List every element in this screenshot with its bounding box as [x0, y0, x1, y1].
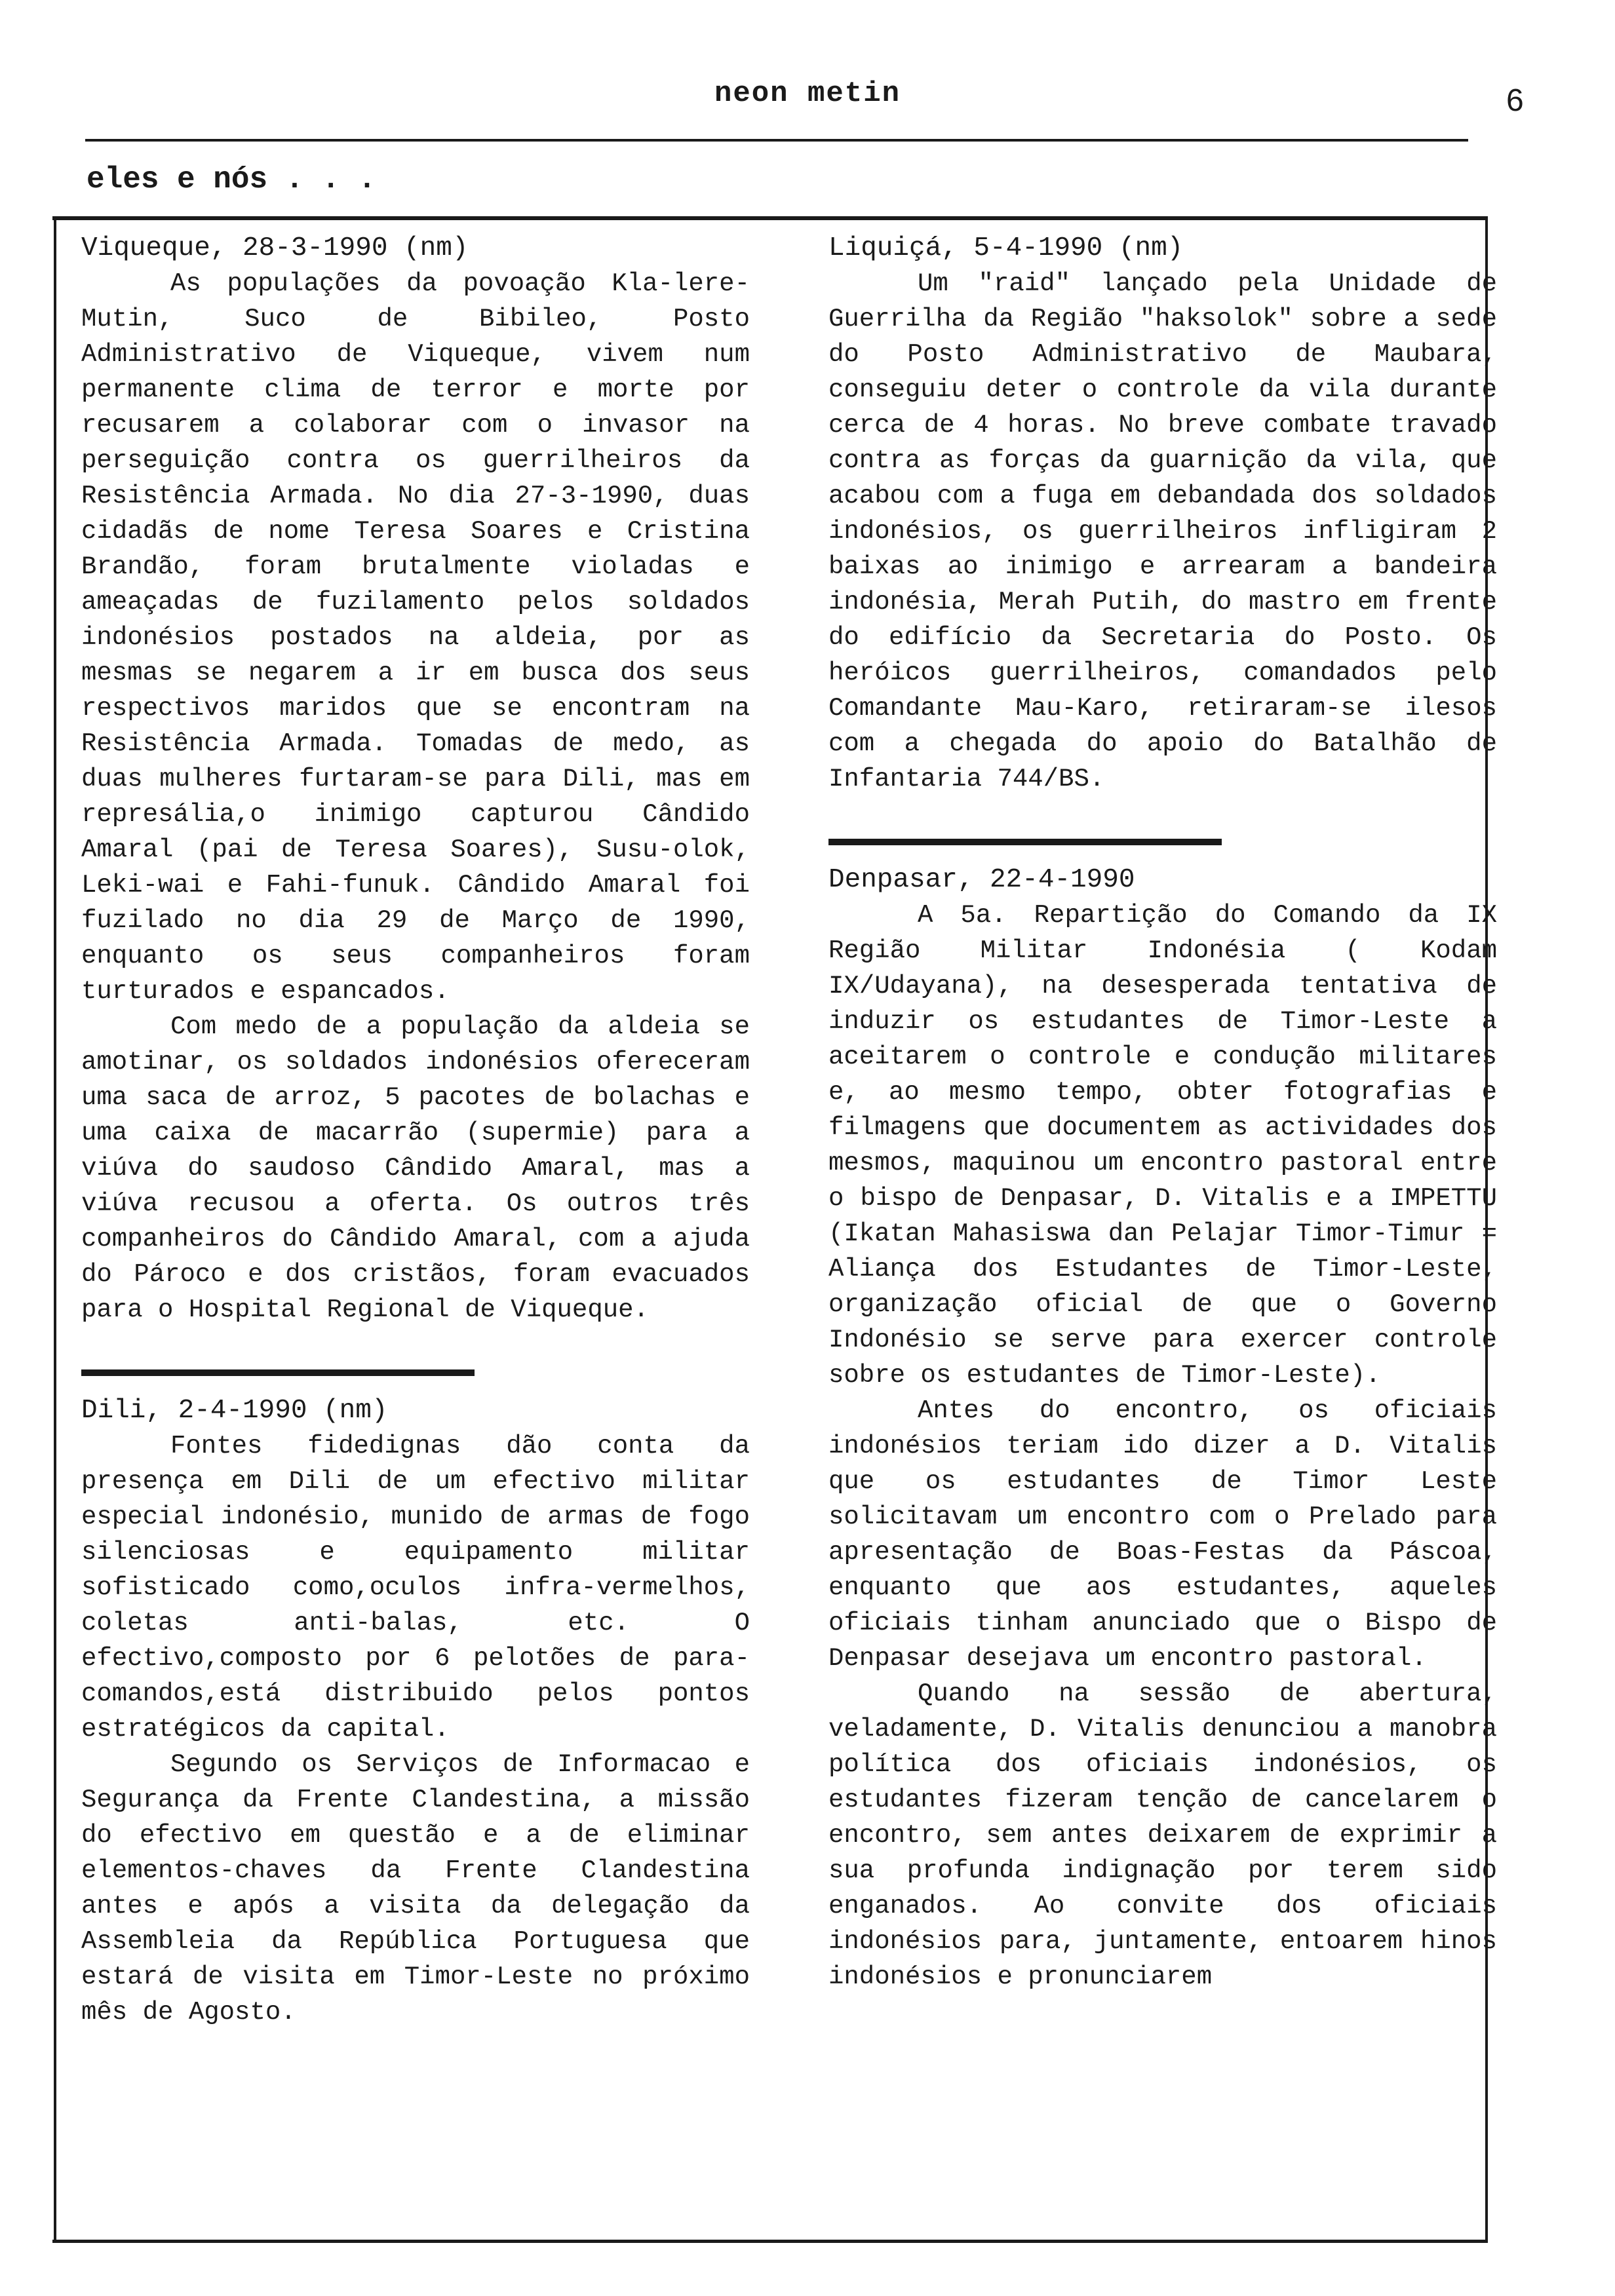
frame-bottom-border	[52, 2240, 1488, 2243]
right-column	[828, 231, 1497, 1995]
article-paragraph: Quando na sessão de abertura, veladamente, D. Vitalis denunciou a manobra política dos oficiais indonésios, os estudantes fizeram tenção de cancelarem o encontro, sem antes deixarem de exprimir a sua profunda indignação por terem sido enganados. Ao convite dos oficiais indonésios para, juntamente, entoarem hinos indonésios e pronunciarem	[828, 1679, 1497, 1991]
article-separator	[81, 1369, 475, 1376]
newsletter-title: neon metin	[714, 77, 901, 110]
article-paragraph: As populações da povoação Kla-lere-Mutin, Suco de Bibileo, Posto Administrativo de Viqueque, vivem num permanente clima de terror e morte por recusarem a colaborar com o invasor na perseguição contra os guerrilheiros da Resistência Armada. No dia 27-3-1990, duas cidadãs de nome Teresa Soares e Cristina Brandão, foram brutalmente violadas e ameaçadas de fuzilamento pelos soldados indonésios postados na aldeia, por as mesmas se negarem a ir em busca dos seus respectivos maridos que se encontram na Resistência Armada. Tomadas de medo, as duas mulheres furtaram-se para Dili, mas em represália,o inimigo capturou Cândido Amaral (pai de Teresa Soares), Susu-olok, Leki-wai e Fahi-funuk. Cândido Amaral foi fuzilado no dia 29 de Março de 1990, enquanto os seus companheiros foram turturados e espancados.	[81, 269, 750, 1006]
article-denpasar	[828, 862, 1497, 1995]
article-dateline: Denpasar, 22-4-1990	[828, 865, 1135, 895]
frame-left-border	[54, 216, 56, 2241]
article-separator	[828, 839, 1222, 845]
article-paragraph: Fontes fidedignas dão conta da presença em Dili de um efectivo militar especial indonésio, munido de armas de fogo silenciosas e equipamento militar sofisticado como,oculos infra-vermelhos, coletas anti-balas, etc. O efectivo,composto por 6 pelotões de para-comandos,está distribuido pelos pontos estratégicos da capital.	[81, 1432, 750, 1744]
article-dateline: Liquiçá, 5-4-1990 (nm)	[828, 233, 1184, 263]
article-dili	[81, 1393, 750, 2030]
article-dateline: Viqueque, 28-3-1990 (nm)	[81, 233, 469, 263]
left-column	[81, 231, 750, 2030]
section-title: eles e nós . . .	[87, 163, 376, 197]
article-paragraph: Com medo de a população da aldeia se amotinar, os soldados indonésios ofereceram uma saca de arroz, 5 pacotes de bolachas e uma caixa de macarrão (supermie) para a viúva do saudoso Cândido Amaral, mas a viúva recusou a oferta. Os outros três companheiros do Cândido Amaral, com a ajuda do Pároco e dos cristãos, foram evacuados para o Hospital Regional de Viqueque.	[81, 1012, 750, 1324]
article-paragraph: A 5a. Repartição do Comando da IX Região Militar Indonésia ( Kodam IX/Udayana), na desesperada tentativa de induzir os estudantes de Timor-Leste a aceitarem o controle e condução militares e, ao mesmo tempo, obter fotografias e filmagens que documentem as actividades dos mesmos, maquinou um encontro pastoral entre o bispo de Denpasar, D. Vitalis e a IMPETTU (Ikatan Mahasiswa dan Pelajar Timor-Timur = Aliança dos Estudantes de Timor-Leste, organização oficial de que o Governo Indonésio se serve para exercer controle sobre os estudantes de Timor-Leste).	[828, 901, 1497, 1390]
frame-top-border	[52, 216, 1488, 220]
page-number: 6	[1506, 83, 1524, 118]
article-paragraph: Segundo os Serviços de Informacao e Segurança da Frente Clandestina, a missão do efectivo em questão e a de eliminar elementos-chaves da Frente Clandestina antes e após a visita da delegação da Assembleia da República Portuguesa que estará de visita em Timor-Leste no próximo mês de Agosto.	[81, 1750, 750, 2027]
article-paragraph: Antes do encontro, os oficiais indonésios teriam ido dizer a D. Vitalis que os estudantes de Timor Leste solicitavam um encontro com o Prelado para apresentação de Boas-Festas da Páscoa, enquanto que aos estudantes, aqueles oficiais tinham anunciado que o Bispo de Denpasar desejava um encontro pastoral.	[828, 1396, 1497, 1673]
article-dateline: Dili, 2-4-1990 (nm)	[81, 1396, 388, 1426]
article-liquica	[828, 231, 1497, 797]
article-viqueque	[81, 231, 750, 1328]
article-paragraph: Um "raid" lançado pela Unidade de Guerrilha da Região "haksolok" sobre a sede do Posto Administrativo de Maubara, conseguiu deter o controle da vila durante cerca de 4 horas. No breve combate travado contra as forças da guarnição da vila, que acabou com a fuga em debandada dos soldados indonésios, os guerrilheiros infligiram 2 baixas ao inimigo e arrearam a bandeira indonésia, Merah Putih, do mastro em frente do edifício da Secretaria do Posto. Os heróicos guerrilheiros, comandados pelo Comandante Mau-Karo, retiraram-se ilesos com a chegada do apoio do Batalhão de Infantaria 744/BS.	[828, 269, 1497, 794]
header-rule	[85, 139, 1468, 142]
